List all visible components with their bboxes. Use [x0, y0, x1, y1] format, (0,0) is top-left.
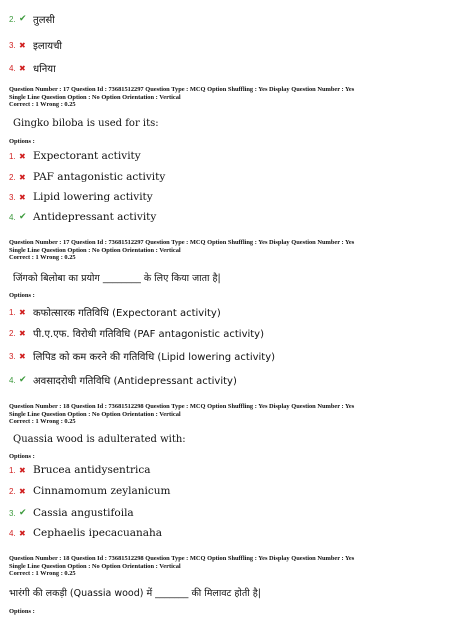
cross-icon: ✖	[19, 351, 26, 361]
option-number: 1.	[9, 151, 16, 161]
option-text: Cephaelis ipecacuanaha	[33, 527, 163, 539]
option-number: 4.	[9, 375, 16, 385]
meta-line: Question Number : 17 Question Id : 73681512297 Question Type : MCQ Option Shuffling : Yes Display Question Number : Yes	[9, 239, 355, 246]
cross-icon: ✖	[19, 192, 26, 202]
question-text: Quassia wood is adulterated with:	[13, 434, 186, 445]
cross-icon: ✖	[19, 40, 26, 50]
cross-icon: ✖	[19, 528, 26, 538]
question-meta	[9, 403, 449, 426]
option-number: 3.	[9, 351, 16, 361]
option-row	[9, 461, 151, 479]
option-text: Brucea antidysentrica	[33, 464, 151, 476]
checkmark-icon: ✔	[19, 14, 27, 24]
option-row	[9, 36, 62, 54]
question-text: Gingko biloba is used for its:	[13, 118, 159, 129]
option-number: 3.	[9, 508, 16, 518]
meta-line: Single Line Question Option : No Option Orientation : Vertical	[9, 246, 181, 254]
option-text: पी.ए.एफ. विरोधी गतिविधि (PAF antagonistic activity)	[33, 329, 264, 340]
option-text: तुलसी	[33, 15, 55, 26]
option-number: 2.	[9, 328, 16, 338]
option-number: 2.	[9, 486, 16, 496]
option-text: धनिया	[33, 64, 56, 75]
option-number: 3.	[9, 192, 16, 202]
option-row	[9, 208, 156, 226]
question-meta	[9, 555, 449, 578]
options-label: Options :	[9, 138, 35, 145]
marks-line: Correct : 1 Wrong : 0.25	[9, 570, 76, 578]
marks-line: Correct : 1 Wrong : 0.25	[9, 418, 76, 426]
option-number: 1.	[9, 307, 16, 317]
option-row	[9, 59, 56, 77]
meta-line: Single Line Question Option : No Option Orientation : Vertical	[9, 410, 181, 418]
cross-icon: ✖	[19, 172, 26, 182]
options-label: Options :	[9, 453, 35, 460]
option-number: 2.	[9, 172, 16, 182]
option-row	[9, 168, 165, 186]
option-text: Antidepressant activity	[33, 211, 157, 223]
option-row	[9, 524, 162, 542]
meta-line: Question Number : 17 Question Id : 73681512297 Question Type : MCQ Option Shuffling : Yes Display Question Number : Yes	[9, 86, 355, 93]
meta-line: Single Line Question Option : No Option Orientation : Vertical	[9, 93, 181, 101]
meta-line: Question Number : 18 Question Id : 73681512298 Question Type : MCQ Option Shuffling : Yes Display Question Number : Yes	[9, 403, 355, 410]
cross-icon: ✖	[19, 328, 26, 338]
cross-icon: ✖	[19, 465, 26, 475]
marks-line: Correct : 1 Wrong : 0.25	[9, 101, 76, 109]
option-row	[9, 303, 221, 321]
option-text: लिपिड को कम करने की गतिविधि (Lipid lowering activity)	[33, 352, 276, 363]
checkmark-icon: ✔	[19, 212, 27, 222]
option-row	[9, 188, 153, 206]
option-row	[9, 482, 170, 500]
option-number: 1.	[9, 465, 16, 475]
marks-line: Correct : 1 Wrong : 0.25	[9, 254, 76, 262]
options-label: Options :	[9, 292, 35, 299]
option-row	[9, 10, 55, 28]
option-row	[9, 147, 141, 165]
options-label: Options :	[9, 608, 35, 615]
option-row	[9, 324, 264, 342]
option-text: Cinnamomum zeylanicum	[33, 485, 171, 497]
option-number: 4.	[9, 212, 16, 222]
option-row	[9, 371, 237, 389]
option-number: 2.	[9, 14, 16, 24]
question-text: जिंगको बिलोबा का प्रयोग ________ के लिए किया जाता है|	[13, 273, 221, 284]
option-row	[9, 347, 275, 365]
option-text: Expectorant activity	[33, 150, 141, 162]
option-text: Lipid lowering activity	[33, 191, 153, 203]
cross-icon: ✖	[19, 63, 26, 73]
cross-icon: ✖	[19, 307, 26, 317]
option-number: 3.	[9, 40, 16, 50]
option-text: PAF antagonistic activity	[33, 171, 166, 183]
option-row	[9, 504, 134, 522]
question-meta	[9, 86, 449, 109]
checkmark-icon: ✔	[19, 508, 27, 518]
cross-icon: ✖	[19, 486, 26, 496]
option-text: कफोत्सारक गतिविधि (Expectorant activity)	[33, 308, 221, 319]
option-number: 4.	[9, 63, 16, 73]
option-text: Cassia angustifoila	[33, 507, 134, 519]
option-text: इलायची	[33, 41, 63, 52]
question-meta	[9, 239, 449, 262]
option-text: अवसादरोधी गतिविधि (Antidepressant activity)	[33, 376, 237, 387]
option-number: 4.	[9, 528, 16, 538]
meta-line: Question Number : 18 Question Id : 73681512298 Question Type : MCQ Option Shuffling : Yes Display Question Number : Yes	[9, 555, 355, 562]
question-text: भारंगी की लकड़ी (Quassia wood) में _______ की मिलावट होती है|	[9, 588, 262, 599]
meta-line: Single Line Question Option : No Option Orientation : Vertical	[9, 562, 181, 570]
checkmark-icon: ✔	[19, 375, 27, 385]
cross-icon: ✖	[19, 151, 26, 161]
